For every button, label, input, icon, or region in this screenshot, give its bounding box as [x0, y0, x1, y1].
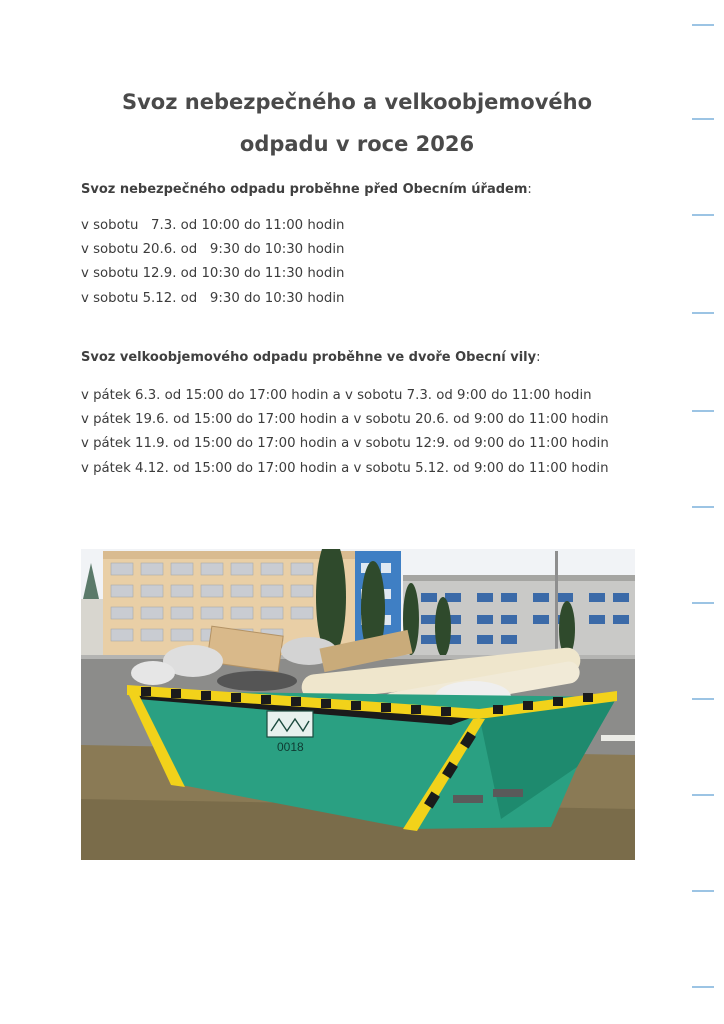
container-number: 0018: [277, 740, 304, 754]
schedule-row: v pátek 4.12. od 15:00 do 17:00 hodin a v sobotu 5.12. od 9:00 do 11:00 hodin: [81, 460, 609, 476]
page-title-line-1: Svoz nebezpečného a velkoobjemového: [121, 90, 593, 114]
edge-mark: [692, 698, 714, 700]
edge-mark: [692, 794, 714, 796]
edge-mark: [692, 506, 714, 508]
hazardous-waste-heading-colon: :: [527, 182, 532, 197]
hazardous-waste-heading-text: Svoz nebezpečného odpadu proběhne před Obecním úřadem: [81, 182, 528, 197]
schedule-row: v sobotu 12.9. od 10:30 do 11:30 hodin: [81, 266, 345, 282]
edge-mark: [692, 24, 714, 26]
edge-mark: [692, 986, 714, 988]
hazardous-waste-heading: [81, 182, 532, 197]
bulky-waste-heading: [81, 350, 541, 365]
schedule-row: v pátek 11.9. od 15:00 do 17:00 hodin a v sobotu 12:9. od 9:00 do 11:00 hodin: [81, 436, 609, 452]
bulky-waste-schedule: [81, 384, 609, 481]
edge-mark: [692, 312, 714, 314]
schedule-row: v sobotu 5.12. od 9:30 do 10:30 hodin: [81, 290, 345, 306]
waste-container-illustration: [81, 549, 635, 860]
waste-container-photo: [81, 549, 635, 860]
bulky-waste-heading-text: Svoz velkoobjemového odpadu proběhne ve dvoře Obecní vily: [81, 350, 537, 365]
schedule-row: v sobotu 7.3. od 10:00 do 11:00 hodin: [81, 218, 345, 233]
edge-mark: [692, 118, 714, 120]
schedule-row: v pátek 6.3. od 15:00 do 17:00 hodin a v sobotu 7.3. od 9:00 do 11:00 hodin: [81, 388, 592, 403]
schedule-row: v pátek 19.6. od 15:00 do 17:00 hodin a v sobotu 20.6. od 9:00 do 11:00 hodin: [81, 412, 609, 428]
page-title-line-2: odpadu v roce 2026: [239, 132, 475, 156]
hazardous-waste-schedule: [81, 214, 344, 311]
edge-mark: [692, 602, 714, 604]
container-label-plate: [267, 711, 313, 737]
edge-mark: [692, 214, 714, 216]
schedule-row: v sobotu 20.6. od 9:30 do 10:30 hodin: [81, 242, 345, 258]
bulky-waste-heading-colon: :: [536, 350, 541, 365]
edge-mark: [692, 890, 714, 892]
edge-mark: [692, 410, 714, 412]
